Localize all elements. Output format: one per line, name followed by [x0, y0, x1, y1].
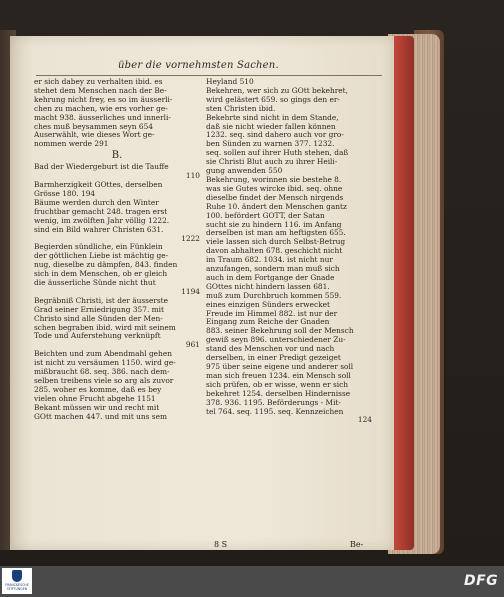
logo-text: FRANCKESCHE STIFTUNGEN — [5, 583, 29, 591]
text-line: der göttlichen Liebe ist mächtig ge- — [34, 252, 169, 261]
left-column — [34, 78, 200, 422]
text-line: ben Sünden zu warnen 377. 1232. — [206, 140, 335, 149]
text-line: nug, dieselbe zu dämpfen, 843. finden — [34, 261, 178, 270]
text-line: was sie Gutes wircke ibid. seq. ohne — [206, 184, 343, 193]
text-line: 100. befördert GOTT, der Satan — [206, 211, 325, 220]
text-line: selben treibens viele so arg als zuvor — [34, 377, 174, 385]
text-line: 378. 936. 1195. Beförderungs - Mit- — [206, 398, 341, 407]
text-line: Auserwählt, wie dieses Wort ge- — [34, 131, 155, 140]
text-line: sie Christi Blut auch zu ihrer Heili- — [206, 158, 338, 167]
text-line: gung anwenden 550 — [206, 167, 283, 176]
text-line: Bekehren, wer sich zu GOtt bekehret, — [206, 86, 348, 95]
catchword: Be- — [350, 540, 364, 549]
text-line: Bekehrte sind nicht in dem Stande, — [206, 113, 339, 122]
text-line: 975 über seine eigene und anderer soll — [206, 363, 354, 371]
text-line: er sich dabey zu verhalten ibid. es — [34, 78, 163, 86]
text-line: daß sie nicht wieder fallen können — [206, 122, 336, 131]
text-line: gewiß seyn 896. unterschiedener Zu- — [206, 336, 346, 345]
text-line: kehrung nicht frey, es so im äusserli- — [34, 95, 173, 104]
text-line: derselben ist man am heftigsten 655. — [206, 229, 346, 238]
shield-icon — [12, 570, 22, 582]
text-line: sucht sie zu hindern 116. im Anfang — [206, 220, 342, 229]
text-line: dieselbe findet der Mensch nirgends — [206, 193, 344, 202]
text-line: vielen ohne Frucht abgehe 1151 — [34, 394, 156, 403]
book-page — [10, 36, 394, 550]
text-line: derselben, in einer Predigt gezeiget — [206, 354, 341, 363]
text-line: 285. woher es komme, daß es bey — [34, 385, 162, 394]
text-line: sich prüfen, ob er wisse, wenn er sich — [206, 380, 349, 389]
text-line: muß zum Durchbruch kommen 559. — [206, 291, 342, 300]
text-line: macht 938. äusserliches und innerli- — [34, 113, 171, 122]
text-line: Grösse 180. 194 — [34, 189, 96, 198]
text-line: stand des Menschen vor und nach — [206, 345, 335, 354]
text-line: Ruhe 10. ändert den Menschen gantz — [206, 202, 347, 211]
text-line: davon abhalten 678. geschicht nicht — [206, 247, 343, 256]
text-line: auch in dem Fortgange der Gnade — [206, 273, 335, 282]
text-line: viele lassen sich durch Selbst-Betrug — [206, 238, 346, 247]
text-line: bekehret 1254. derselben Hindernisse — [206, 389, 351, 398]
viewer-footer-bar — [0, 566, 504, 597]
text-line: eines einzigen Sünders erwecket — [206, 300, 330, 309]
text-line: 1232. seq. sind dahero auch vor gro- — [206, 131, 344, 140]
text-line: tel 764. seq. 1195. seq. Kennzeichen — [206, 407, 344, 416]
text-line: sind ein Bild wahrer Christen 631. — [34, 225, 164, 234]
text-line: Bekehrung, worinnen sie bestehe 8. — [206, 175, 342, 184]
text-line: Tode und Auferstehung verknüpft — [34, 332, 161, 341]
right-column — [206, 78, 372, 425]
text-line: 110 — [185, 172, 200, 181]
text-line: schen begraben ibid. wird mit seinem — [34, 323, 176, 332]
text-line: B. — [111, 150, 123, 162]
text-line: fruchtbar gemacht 248. tragen erst — [34, 207, 168, 216]
text-line: Bad der Wiedergeburt ist die Tauffe — [34, 163, 169, 172]
text-line: die äusserliche Sünde nicht thut — [34, 279, 156, 288]
text-line: ches muß beysammen seyn 654 — [34, 122, 154, 131]
signature-mark: 8 S — [214, 540, 228, 549]
text-line: im Traum 682. 1034. ist nicht nur — [206, 256, 333, 265]
text-line: Freude im Himmel 882. ist nur der — [206, 309, 338, 318]
text-line: GOtt machen 447. und mit uns sem — [34, 412, 167, 421]
text-line: chen zu machen, wie ers vorher ge- — [34, 104, 168, 113]
text-line: Bäume werden durch den Winter — [34, 198, 159, 207]
text-line: GOttes nicht hindern lassen 681. — [206, 282, 330, 291]
text-line: Heyland 510 — [206, 78, 254, 86]
text-line: ist nicht zu versäumen 1150. wird ge- — [34, 359, 176, 368]
text-line: 1222 — [181, 234, 200, 243]
dfg-logo[interactable]: DFG — [464, 573, 499, 589]
text-line: Eingang zum Reiche der Gnaden — [206, 318, 330, 327]
text-line: Bekant müssen wir und recht mit — [34, 403, 160, 412]
text-line: 883. seiner Bekehrung soll der Mensch — [206, 327, 354, 336]
text-line: anzufangen, sondern man muß sich — [206, 265, 340, 274]
text-line: sich in dem Menschen, ob er gleich — [34, 270, 168, 279]
text-line: 124 — [357, 416, 372, 425]
text-line: Begierden sündliche, ein Fünklein — [34, 243, 163, 252]
text-line: Christo sind alle Sünden der Men- — [34, 314, 163, 323]
red-page-edge — [392, 36, 414, 550]
header-rule — [36, 75, 382, 76]
text-line: Grad seiner Erniedrigung 357. mit — [34, 305, 165, 314]
text-line: mißbraucht 68. seq. 386. nach dem- — [34, 368, 170, 377]
text-line: 1194 — [181, 287, 200, 296]
text-line: stehet dem Menschen nach der Be- — [34, 86, 167, 95]
text-line: 961 — [185, 341, 200, 350]
text-line: sten Christen ibid. — [206, 104, 276, 113]
running-head: über die vornehmsten Sachen. — [118, 60, 279, 71]
text-line: seq. sollen auf ihrer Huth stehen, daß — [206, 149, 349, 158]
institution-logo[interactable] — [2, 568, 32, 594]
text-line: wenig, im zwölften Jahr völlig 1222. — [34, 216, 170, 225]
text-line: nommen werde 291 — [34, 140, 109, 149]
text-line: man sich freuen 1234. ein Mensch soll — [206, 371, 351, 380]
text-line: Begräbniß Christi, ist der äusserste — [34, 296, 169, 305]
text-line: wird gelästert 659. so gings den er- — [206, 95, 340, 104]
text-line: Beichten und zum Abendmahl gehen — [34, 350, 172, 359]
text-line: Barmherzigkeit GOttes, derselben — [34, 181, 163, 190]
